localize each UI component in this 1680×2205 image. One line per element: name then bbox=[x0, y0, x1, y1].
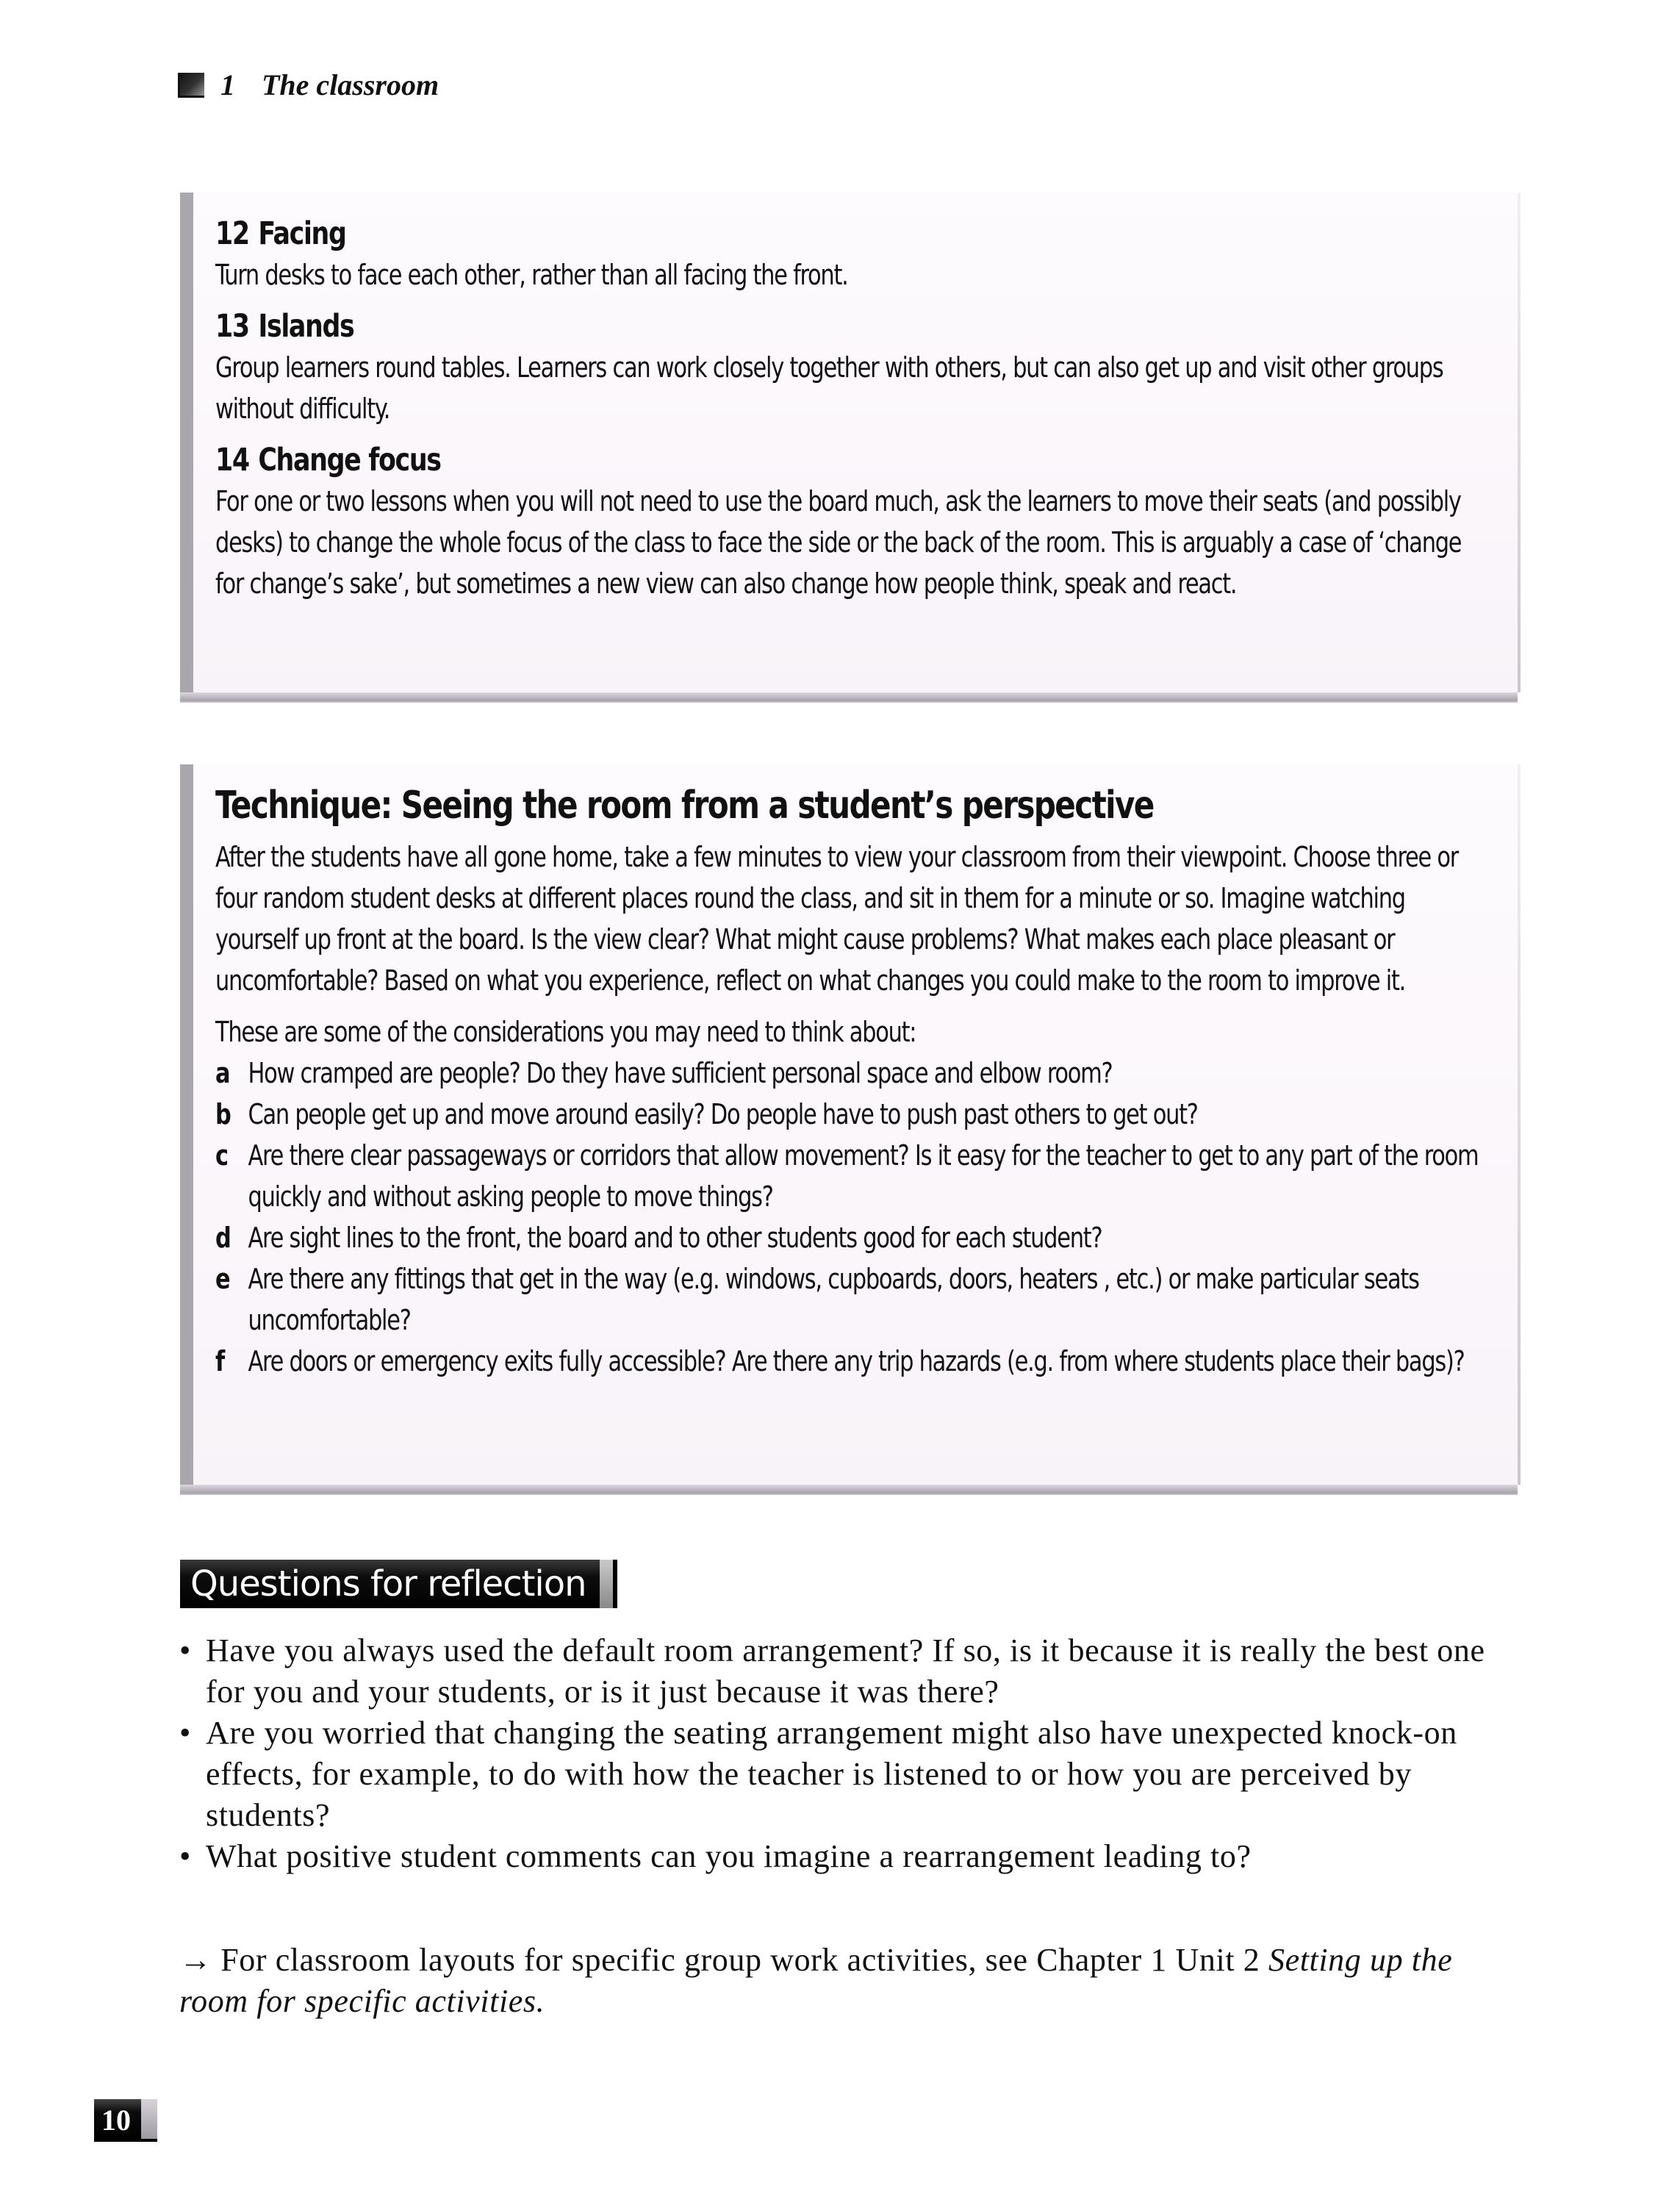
considerations-list bbox=[215, 1053, 1503, 1382]
idea-heading bbox=[215, 440, 1374, 481]
ideas-box bbox=[180, 193, 1518, 692]
idea-number: 13 bbox=[215, 308, 249, 345]
crossref-title: Setting up the room for specific activities. bbox=[179, 1942, 1453, 2019]
page-number: 10 bbox=[94, 2099, 141, 2142]
technique-intro: After the students have all gone home, take a few minutes to view your classroom from their viewpoint. Choose three or four random student desks at different places round the class, and sit in them for a minute or so. Imagine watching yourself up front at the board. Is the view clear? What might cause problems? What makes each place pleasant or uncomfortable? Based on what you experience, reflect on what changes you could make to the room to improve it. bbox=[215, 841, 1459, 997]
idea-title: Islands bbox=[258, 308, 354, 345]
idea-body: Turn desks to face each other, rather than all facing the front. bbox=[215, 259, 848, 291]
idea-item-13 bbox=[215, 306, 1503, 429]
square-marker-icon bbox=[178, 73, 204, 98]
reflection-header-label: Questions for reflection bbox=[180, 1560, 600, 1608]
idea-body: For one or two lessons when you will not need to use the board much, ask the learners to move their seats (and possibly desks) to change the whole focus of the class to face the side or the back of the room. This is arguably a case of ‘change for change’s sake’, but sometimes a new view can also change how people think, speak and react. bbox=[215, 485, 1462, 600]
item-letter: f bbox=[215, 1345, 224, 1377]
header-cap-decoration bbox=[600, 1560, 617, 1608]
reflection-questions bbox=[179, 1630, 1524, 1877]
consideration-item bbox=[215, 1341, 1497, 1382]
running-head bbox=[178, 68, 439, 102]
considerations-intro: These are some of the considerations you may need to think about: bbox=[215, 1016, 916, 1048]
consideration-item bbox=[215, 1094, 1497, 1135]
question-text: Have you always used the default room arrangement? If so, is it because it is really the best one for you and your students, or is it just because it was there? bbox=[206, 1632, 1485, 1710]
item-text: Are there clear passageways or corridors that allow movement? Is it easy for the teacher to get to any part of the room quickly and without asking people to move things? bbox=[248, 1139, 1479, 1213]
technique-title: Technique: Seeing the room from a student’s perspective bbox=[215, 784, 1154, 828]
item-letter: d bbox=[215, 1222, 231, 1254]
idea-title: Facing bbox=[258, 215, 346, 252]
chapter-number: 1 bbox=[220, 68, 235, 101]
item-text: Are there any fittings that get in the way (e.g. windows, cupboards, doors, heaters , etc.) or make particular seats uncomfortable? bbox=[248, 1263, 1419, 1336]
reflection-list bbox=[179, 1630, 1524, 1877]
item-text: How cramped are people? Do they have sufficient personal space and elbow room? bbox=[248, 1057, 1113, 1089]
reflection-question bbox=[179, 1630, 1524, 1713]
consideration-item bbox=[215, 1217, 1497, 1258]
idea-body: Group learners round tables. Learners can work closely together with others, but can also get up and visit other groups without difficulty. bbox=[215, 351, 1443, 425]
item-letter: a bbox=[215, 1057, 230, 1089]
idea-number: 12 bbox=[215, 215, 249, 252]
item-text: Are doors or emergency exits fully accessible? Are there any trip hazards (e.g. from where students place their bags)? bbox=[248, 1345, 1465, 1377]
item-text: Can people get up and move around easily? Do people have to push past others to get out? bbox=[248, 1098, 1198, 1130]
item-letter: c bbox=[215, 1139, 228, 1172]
bullet-icon: • bbox=[179, 1715, 192, 1751]
page-tab-decoration bbox=[141, 2099, 157, 2142]
idea-title: Change focus bbox=[258, 442, 441, 478]
question-text: What positive student comments can you imagine a rearrangement leading to? bbox=[206, 1838, 1252, 1874]
bullet-icon: • bbox=[179, 1632, 192, 1668]
idea-item-12 bbox=[215, 213, 1503, 295]
bullet-icon: • bbox=[179, 1838, 192, 1874]
crossref-text: For classroom layouts for specific group work activities, see Chapter 1 Unit 2 bbox=[212, 1942, 1268, 1978]
cross-reference bbox=[179, 1940, 1524, 2022]
idea-heading bbox=[215, 306, 1374, 347]
technique-box bbox=[180, 764, 1518, 1485]
item-letter: e bbox=[215, 1263, 230, 1295]
chapter-title: The classroom bbox=[262, 68, 439, 101]
arrow-icon: → bbox=[179, 1942, 212, 1978]
reflection-header bbox=[180, 1560, 617, 1608]
item-letter: b bbox=[215, 1098, 231, 1130]
idea-number: 14 bbox=[215, 442, 249, 478]
reflection-question bbox=[179, 1836, 1524, 1877]
reflection-question bbox=[179, 1713, 1524, 1836]
question-text: Are you worried that changing the seating arrangement might also have unexpected knock-on effects, for example, to do with how the teacher is listened to or how you are perceived by students? bbox=[206, 1715, 1457, 1833]
item-text: Are sight lines to the front, the board and to other students good for each student? bbox=[248, 1222, 1102, 1254]
idea-item-14 bbox=[215, 440, 1503, 604]
consideration-item bbox=[215, 1053, 1497, 1094]
page-number-tab bbox=[94, 2099, 157, 2142]
consideration-item bbox=[215, 1135, 1497, 1217]
consideration-item bbox=[215, 1258, 1497, 1341]
idea-heading bbox=[215, 213, 1374, 254]
